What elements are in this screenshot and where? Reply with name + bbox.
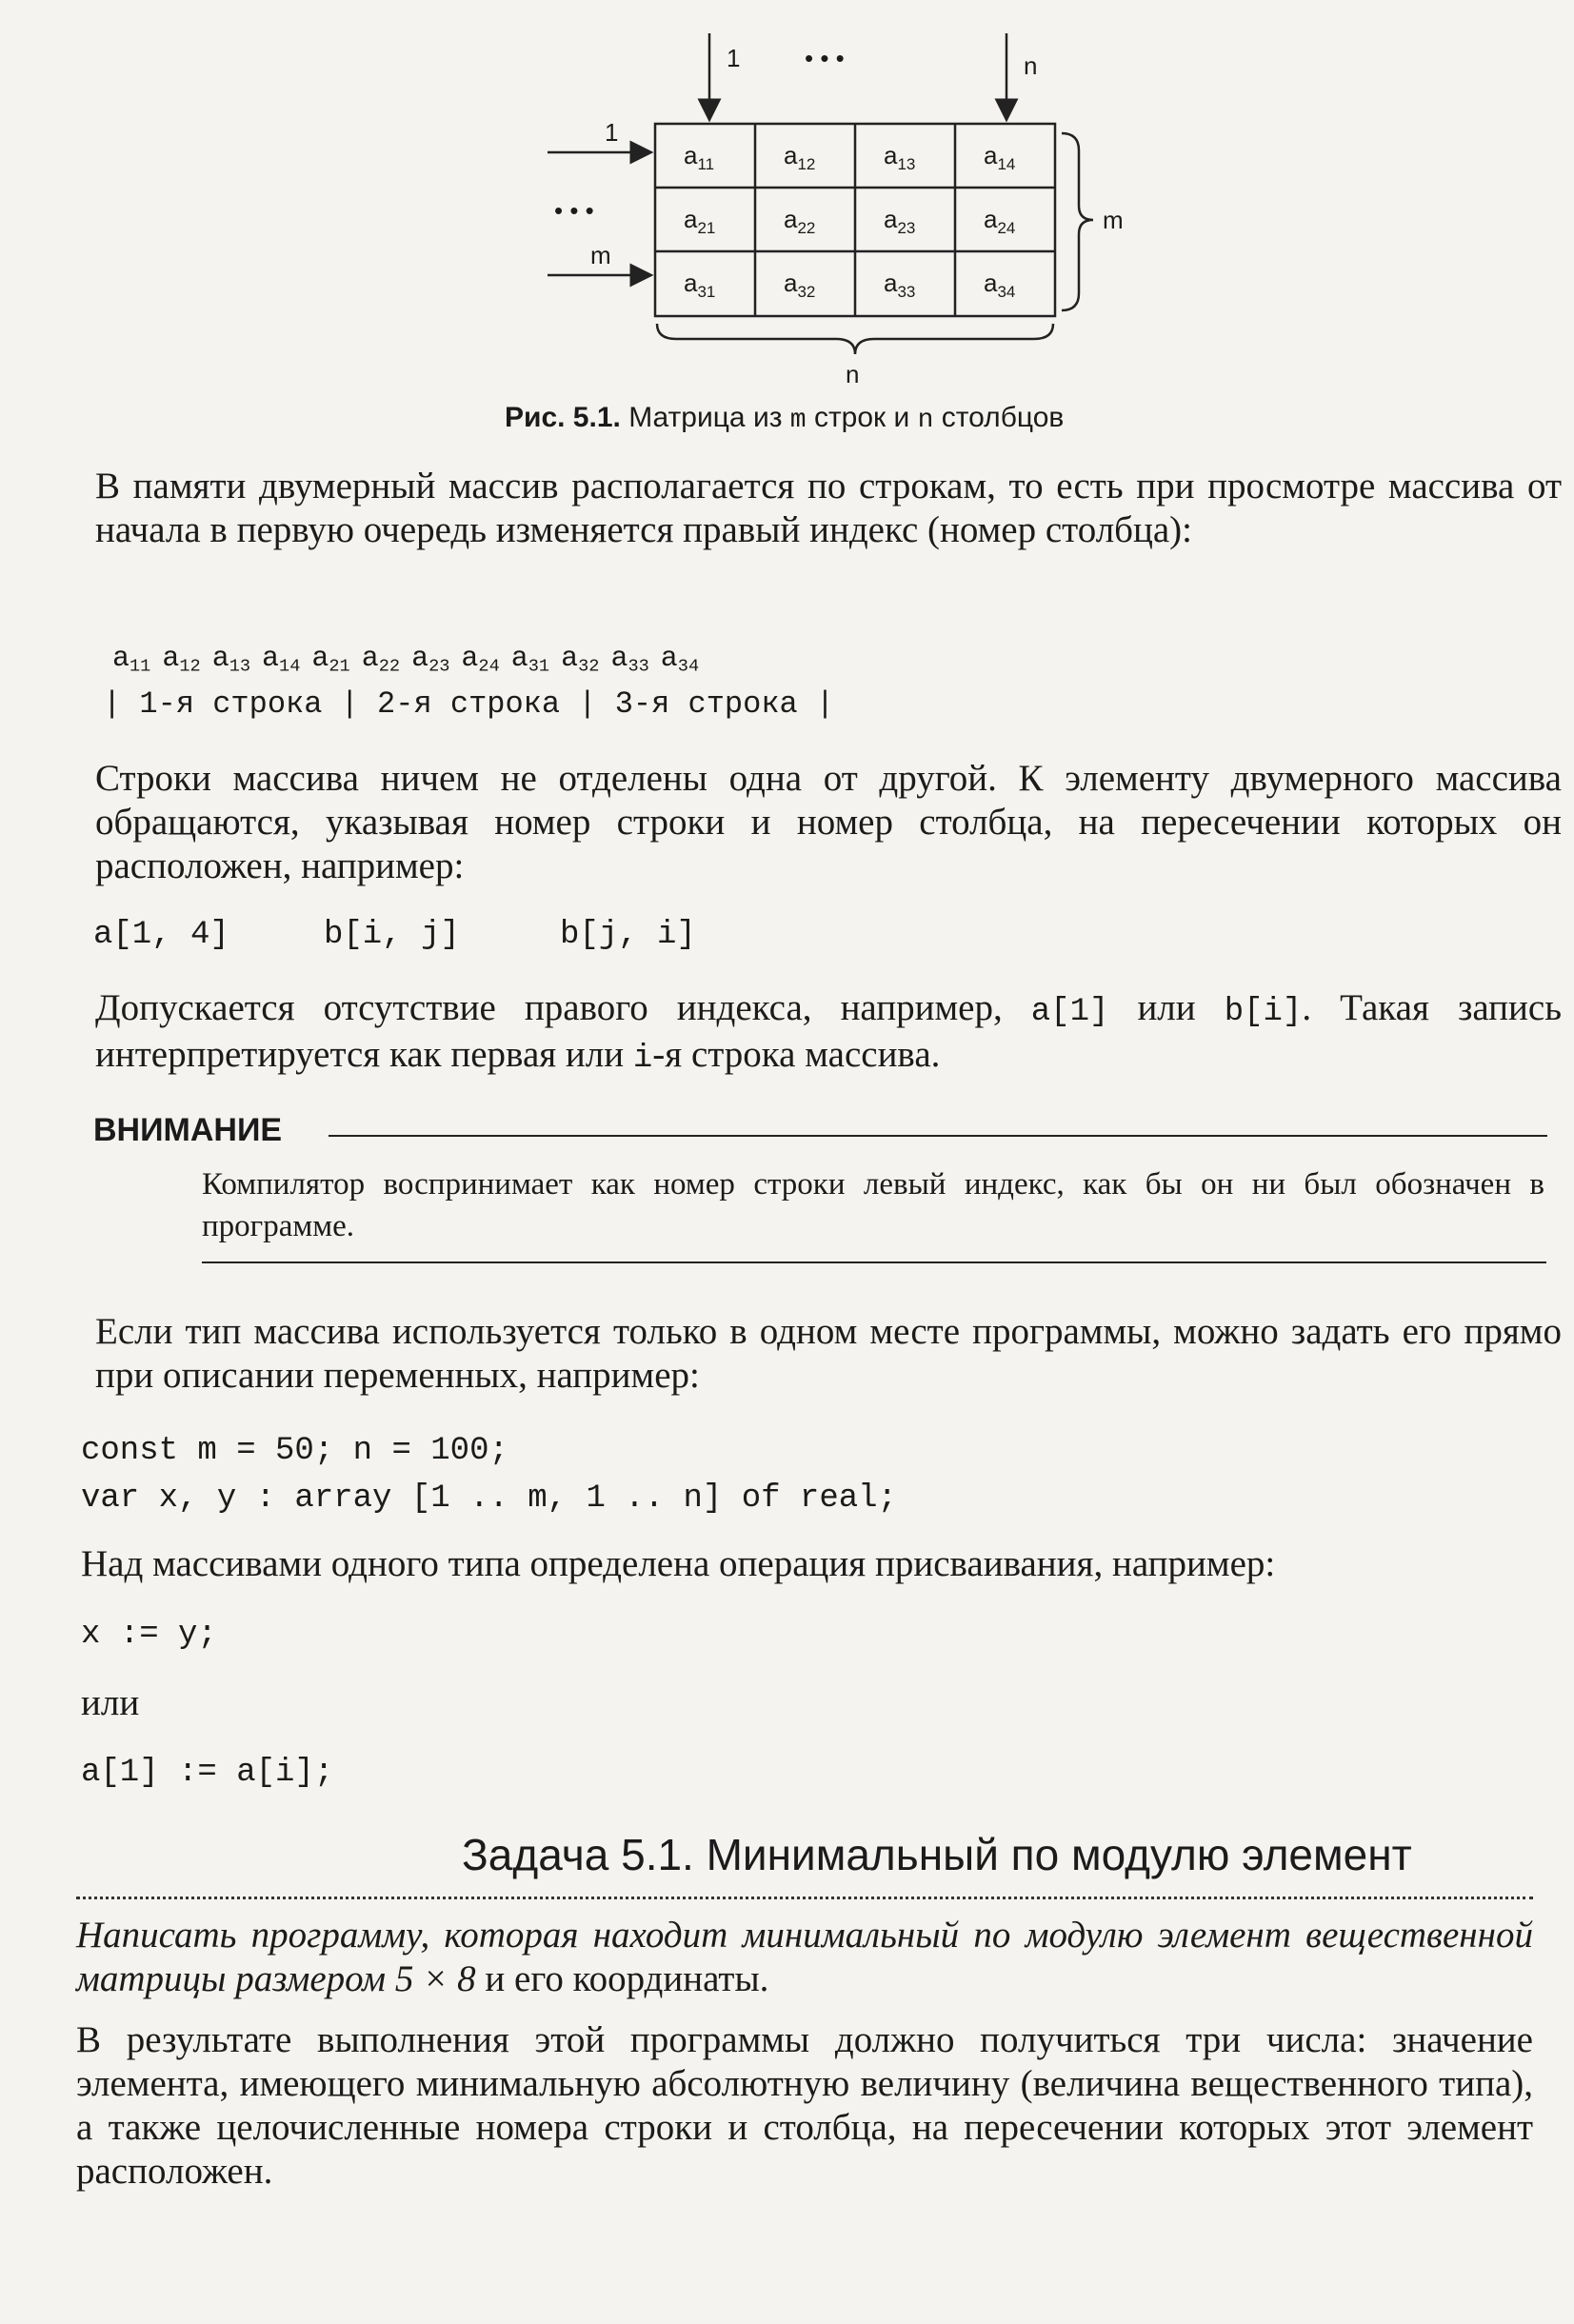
- top-label-dots: • • •: [805, 44, 845, 72]
- layout-element-a31: $a_{31}$: [510, 643, 550, 677]
- task-statement-tail: и его координаты.: [475, 1958, 769, 1999]
- matrix-cell-a13: $a_{13}$: [884, 141, 916, 173]
- layout-element-a12: $a_{12}$: [162, 643, 201, 677]
- matrix-cell-a21: $a_{21}$: [684, 205, 716, 237]
- paragraph-element-access: Строки массива ничем не отделены одна от другой. К элементу двумерного массива обращаются, указывая номер строки и номер столбца, на пересечении которых он расположен, например:: [95, 758, 1562, 886]
- layout-element-a13: $a_{13}$: [211, 643, 251, 677]
- code-example-1: a[1, 4]: [93, 917, 229, 953]
- code-const-line: const m = 50; n = 100;: [81, 1433, 508, 1469]
- task-heading: Задача 5.1. Минимальный по модулю элемент: [462, 1830, 1412, 1879]
- layout-element-a34: $a_{34}$: [660, 643, 700, 677]
- matrix-cell-a31: $a_{31}$: [684, 268, 716, 301]
- layout-element-a14: $a_{14}$: [262, 643, 301, 677]
- paragraph-inline-type: Если тип массива используется только в одном месте программы, можно задать его прямо при описании переменных, например:: [95, 1311, 1562, 1396]
- memory-layout-rows: | 1-я строка | 2-я строка | 3-я строка |: [103, 686, 835, 722]
- top-label-first: 1: [727, 44, 741, 72]
- code-example-2: b[i, j]: [324, 917, 460, 953]
- matrix-cell-a34: $a_{34}$: [984, 268, 1016, 301]
- para3-code-2: b[i]: [1224, 994, 1303, 1030]
- caption-text-1: Матрица из: [628, 402, 790, 433]
- matrix-cells: [684, 141, 1015, 301]
- layout-element-a11: $a_{11}$: [112, 643, 151, 677]
- matrix-cell-a22: $a_{22}$: [784, 205, 816, 237]
- or-word: или: [81, 1682, 140, 1723]
- matrix-cell-a23: $a_{23}$: [884, 205, 916, 237]
- caption-m: m: [789, 406, 807, 435]
- code-assign-rows: a[1] := a[i];: [81, 1755, 334, 1791]
- attention-title: ВНИМАНИЕ: [93, 1112, 283, 1148]
- matrix-cell-a32: $a_{32}$: [784, 268, 816, 301]
- matrix-figure: [533, 29, 1143, 390]
- figure-caption: [505, 400, 1064, 442]
- para3-code-3: i: [632, 1041, 653, 1077]
- para3-text-3: . Такая запись интерпретируется как первая или: [95, 987, 1562, 1075]
- layout-element-a22: $a_{22}$: [361, 643, 401, 677]
- matrix-cell-a24: $a_{24}$: [984, 205, 1016, 237]
- left-label-dots: • • •: [554, 196, 594, 225]
- matrix-cell-a33: $a_{33}$: [884, 268, 916, 301]
- right-brace-label: m: [1103, 206, 1124, 234]
- layout-element-a32: $a_{32}$: [561, 643, 600, 677]
- top-label-last: n: [1024, 51, 1038, 80]
- code-var-line: var x, y : array [1 .. m, 1 .. n] of real;: [81, 1480, 897, 1517]
- bottom-brace-label: n: [846, 360, 860, 388]
- code-example-3: b[j, i]: [560, 917, 696, 953]
- caption-number: Рис. 5.1.: [505, 402, 621, 433]
- task-result-description: В результате выполнения этой программы должно получиться три числа: значение элемента, имеющего минимальную абсолютную величину (величина вещественного типа), а также целочисленные номера строки и столбца, на пересечении которых этот элемент расположен.: [76, 2019, 1533, 2192]
- para3-code-1: a[1]: [1030, 994, 1109, 1030]
- matrix-cell-a12: $a_{12}$: [784, 141, 816, 173]
- caption-text-2: строк и: [806, 402, 918, 433]
- matrix-cell-a14: $a_{14}$: [984, 141, 1016, 173]
- left-label-first: 1: [605, 118, 619, 147]
- matrix-cell-a11: $a_{11}$: [684, 141, 715, 173]
- layout-element-a33: $a_{33}$: [610, 643, 649, 677]
- layout-element-a21: $a_{21}$: [311, 643, 350, 677]
- layout-element-a24: $a_{24}$: [461, 643, 500, 677]
- layout-element-a23: $a_{23}$: [411, 643, 450, 677]
- attention-top-rule: [329, 1135, 1547, 1137]
- paragraph-row-reference: [95, 986, 1562, 1080]
- paragraph-assignment: Над массивами одного типа определена операция присваивания, например:: [81, 1543, 1276, 1584]
- para3-text-1: Допускается отсутствие правого индекса, например,: [95, 987, 1031, 1028]
- para3-text-4: -я строка массива.: [652, 1034, 941, 1075]
- para3-text-2: или: [1108, 987, 1225, 1028]
- attention-bottom-rule: [202, 1261, 1546, 1263]
- caption-text-3: столбцов: [933, 402, 1065, 433]
- caption-n: n: [917, 406, 934, 435]
- left-label-last: m: [590, 241, 611, 269]
- task-statement: [76, 1914, 1533, 2001]
- task-heading-rule: [76, 1897, 1533, 1899]
- attention-text: Компилятор воспринимает как номер строки левый индекс, как бы он ни был обозначен в программе.: [202, 1167, 1544, 1243]
- paragraph-row-order: В памяти двумерный массив располагается по строкам, то есть при просмотре массива от начала в первую очередь изменяется правый индекс (номер столбца):: [95, 466, 1562, 550]
- memory-layout-elements: [112, 638, 710, 688]
- task-statement-italic: Написать программу, которая находит минимальный по модулю элемент вещественной матрицы размером 5 × 8: [76, 1915, 1533, 1999]
- code-assign-xy: x := y;: [81, 1617, 217, 1653]
